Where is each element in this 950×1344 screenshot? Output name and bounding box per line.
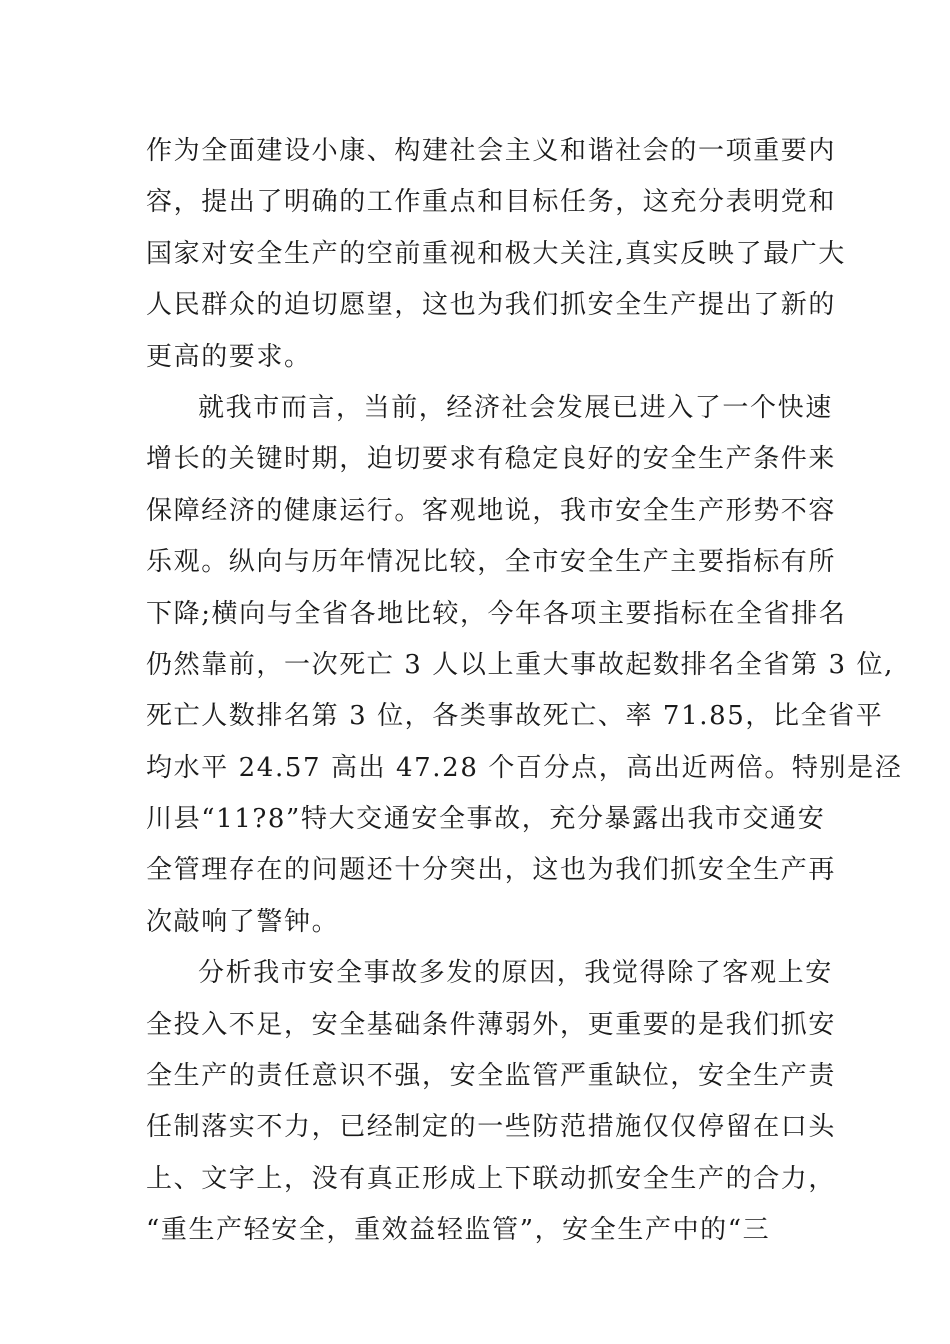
text-line: 全生产的责任意识不强，安全监管严重缺位，安全生产责 [146, 1061, 837, 1092]
text-line: 全管理存在的问题还十分突出，这也为我们抓安全生产再 [146, 855, 837, 886]
paragraph-start-line: 分析我市安全事故多发的原因，我觉得除了客观上安 [198, 958, 833, 989]
text-line: 国家对安全生产的空前重视和极大关注,真实反映了最广大 [146, 238, 846, 269]
text-line: 均水平 24.57 高出 47.28 个百分点，高出近两倍。特别是泾 [146, 752, 903, 783]
text-line: 更高的要求。 [146, 341, 312, 372]
text-line: 人民群众的迫切愿望，这也为我们抓安全生产提出了新的 [146, 290, 837, 321]
text-line: “重生产轻安全，重效益轻监管”，安全生产中的“三 [146, 1215, 771, 1246]
paragraph-start-line: 就我市而言，当前，经济社会发展已进入了一个快速 [198, 392, 833, 423]
text-line: 增长的关键时期，迫切要求有稳定良好的安全生产条件来 [146, 444, 837, 475]
body-text [146, 126, 903, 1257]
text-line: 乐观。纵向与历年情况比较，全市安全生产主要指标有所 [146, 547, 837, 578]
text-line: 作为全面建设小康、构建社会主义和谐社会的一项重要内 [146, 136, 837, 166]
text-line: 保障经济的健康运行。客观地说，我市安全生产形势不容 [146, 495, 837, 526]
text-line: 川县“11?8”特大交通安全事故，充分暴露出我市交通安 [146, 804, 826, 835]
text-line: 上、文字上，没有真正形成上下联动抓安全生产的合力， [146, 1163, 837, 1194]
text-line: 死亡人数排名第 3 位，各类事故死亡、率 71.85，比全省平 [146, 701, 884, 732]
text-line: 次敲响了警钟。 [146, 906, 340, 937]
text-line: 容，提出了明确的工作重点和目标任务，这充分表明党和 [146, 187, 837, 218]
text-line: 下降;横向与全省各地比较，今年各项主要指标在全省排名 [146, 598, 847, 629]
text-line: 全投入不足，安全基础条件薄弱外，更重要的是我们抓安 [146, 1009, 837, 1040]
text-line: 仍然靠前，一次死亡 3 人以上重大事故起数排名全省第 3 位, [146, 649, 895, 680]
text-line: 任制落实不力，已经制定的一些防范措施仅仅停留在口头 [146, 1112, 837, 1143]
